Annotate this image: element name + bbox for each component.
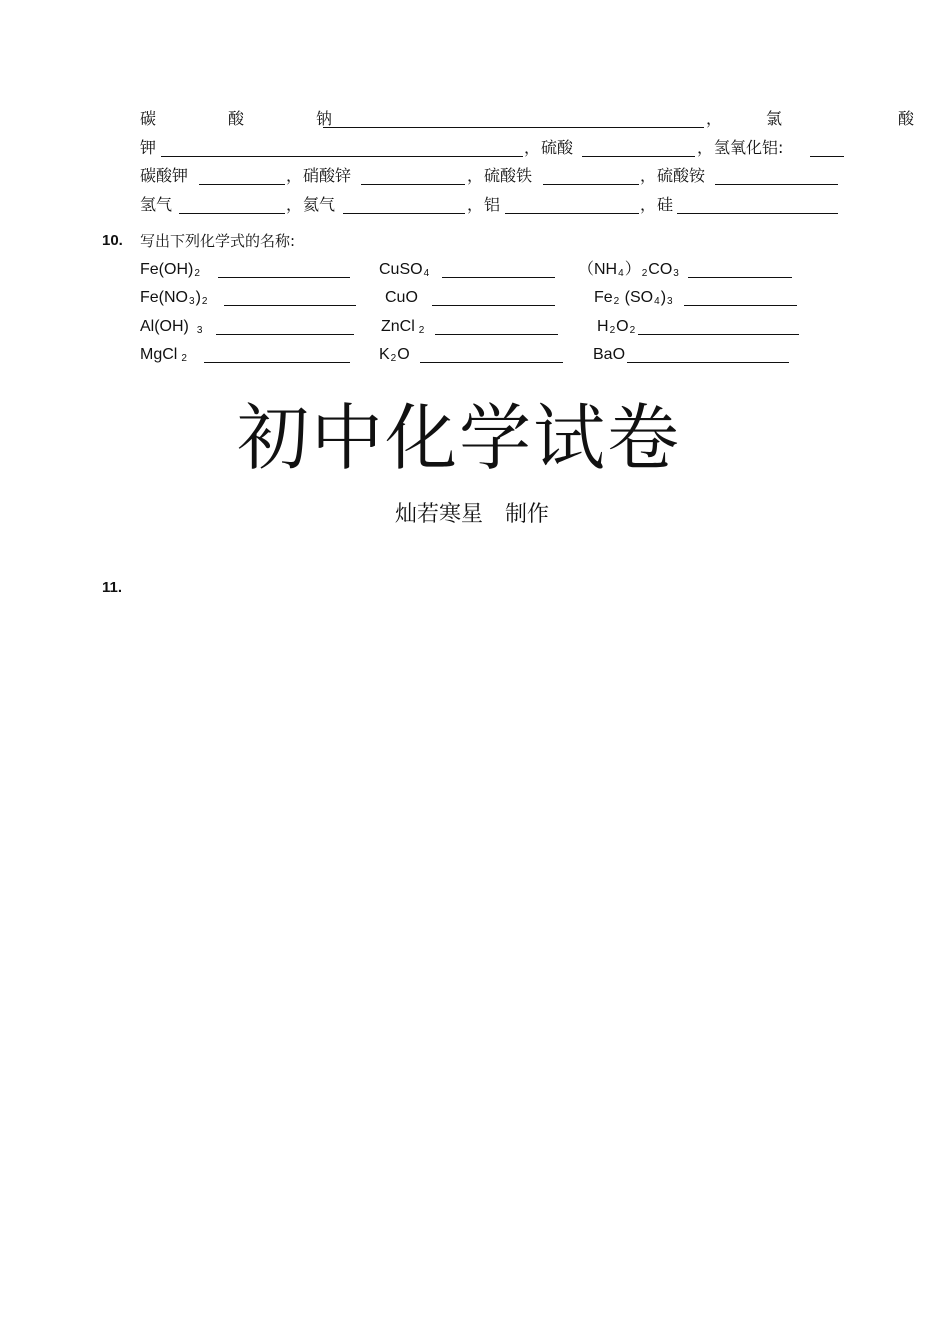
answer-blank-helium[interactable] [343, 213, 465, 214]
answer-blank-sulfuric-acid[interactable] [582, 156, 695, 157]
separator: ， [524, 138, 541, 157]
label-potassium-carbonate: 碳酸钾 [140, 166, 189, 185]
exam-title: 初中化学试卷 [236, 396, 681, 480]
formula-fe-no3-2: $Fe(NO_3)_2$ [140, 289, 208, 307]
label-sulfuric-acid: 硫酸 [541, 138, 574, 157]
answer-blank-nh4-2co3[interactable] [688, 277, 792, 278]
answer-blank-potassium-chlorate[interactable] [161, 156, 523, 157]
formula-fe-oh-2: $Fe(OH)_2$ [140, 261, 200, 279]
formula-fe2-so4-3: $Fe_2$ $(SO_4)_3$ [594, 289, 673, 307]
label-helium: 氦气 [303, 195, 336, 214]
label-iron-sulfate: 硫酸铁 [484, 166, 533, 185]
answer-blank-mgcl2[interactable] [204, 362, 350, 363]
formula-mgcl2: MgCl $_2$ [140, 346, 187, 364]
formula-h2o2: $H_2O_2$ [597, 318, 636, 336]
answer-blank-bao[interactable] [627, 362, 789, 363]
formula-bao: BaO [593, 346, 626, 363]
formula-nh4-2co3: $(NH_4)_2CO_3$ [578, 261, 679, 279]
answer-blank-aluminium[interactable] [505, 213, 639, 214]
question-number: 11. [102, 579, 123, 596]
answer-blank-fe-oh-2[interactable] [218, 277, 350, 278]
separator: ， [467, 195, 484, 214]
formula-cuso4: CuSO$_4$ [379, 261, 430, 279]
question-instruction: 写出下列化学式的名称: [140, 232, 296, 250]
formula-k2o: $K_2O$ [379, 346, 410, 364]
separator: ， [706, 109, 723, 128]
separator: ， [697, 138, 714, 157]
separator: ， [467, 166, 484, 185]
answer-blank-al-oh-3[interactable] [216, 334, 354, 335]
separator: ， [640, 166, 657, 185]
answer-blank-cuso4[interactable] [442, 277, 555, 278]
label-aluminium-hydroxide: 氢氧化铝: [714, 138, 784, 157]
question-number: 10. [102, 232, 123, 249]
label-chlorate: 氯 酸 [766, 109, 943, 128]
label-ammonium-sulfate: 硫酸铵 [657, 166, 706, 185]
separator: ， [640, 195, 657, 214]
label-sodium-carbonate: 碳 酸 钠 [140, 109, 361, 128]
label-zinc-nitrate: 硝酸锌 [303, 166, 352, 185]
separator: ， [286, 166, 303, 185]
answer-blank-fe2-so4-3[interactable] [684, 305, 797, 306]
answer-blank-zinc-nitrate[interactable] [361, 184, 465, 185]
label-hydrogen: 氢气 [140, 195, 173, 214]
label-aluminium: 铝 [484, 195, 501, 214]
answer-blank-h2o2[interactable] [638, 334, 799, 335]
formula-al-oh-3: Al(OH) $_3$ [140, 318, 203, 336]
answer-blank-iron-sulfate[interactable] [543, 184, 639, 185]
answer-blank-hydrogen[interactable] [179, 213, 285, 214]
label-silicon: 硅 [657, 195, 674, 214]
answer-blank-cuo[interactable] [432, 305, 555, 306]
formula-cuo: CuO [385, 289, 418, 306]
answer-blank-sodium-carbonate[interactable] [323, 127, 704, 128]
answer-blank-silicon[interactable] [677, 213, 838, 214]
label-potassium: 钾 [140, 138, 157, 157]
answer-blank-potassium-carbonate[interactable] [199, 184, 285, 185]
answer-blank-zncl2[interactable] [435, 334, 558, 335]
formula-zncl2: ZnCl $_2$ [381, 318, 425, 336]
answer-blank-aluminium-hydroxide[interactable] [810, 156, 844, 157]
answer-blank-fe-no3-2[interactable] [224, 305, 356, 306]
separator: ， [286, 195, 303, 214]
answer-blank-ammonium-sulfate[interactable] [715, 184, 838, 185]
exam-author: 灿若寒星 制作 [394, 502, 549, 527]
answer-blank-k2o[interactable] [420, 362, 563, 363]
